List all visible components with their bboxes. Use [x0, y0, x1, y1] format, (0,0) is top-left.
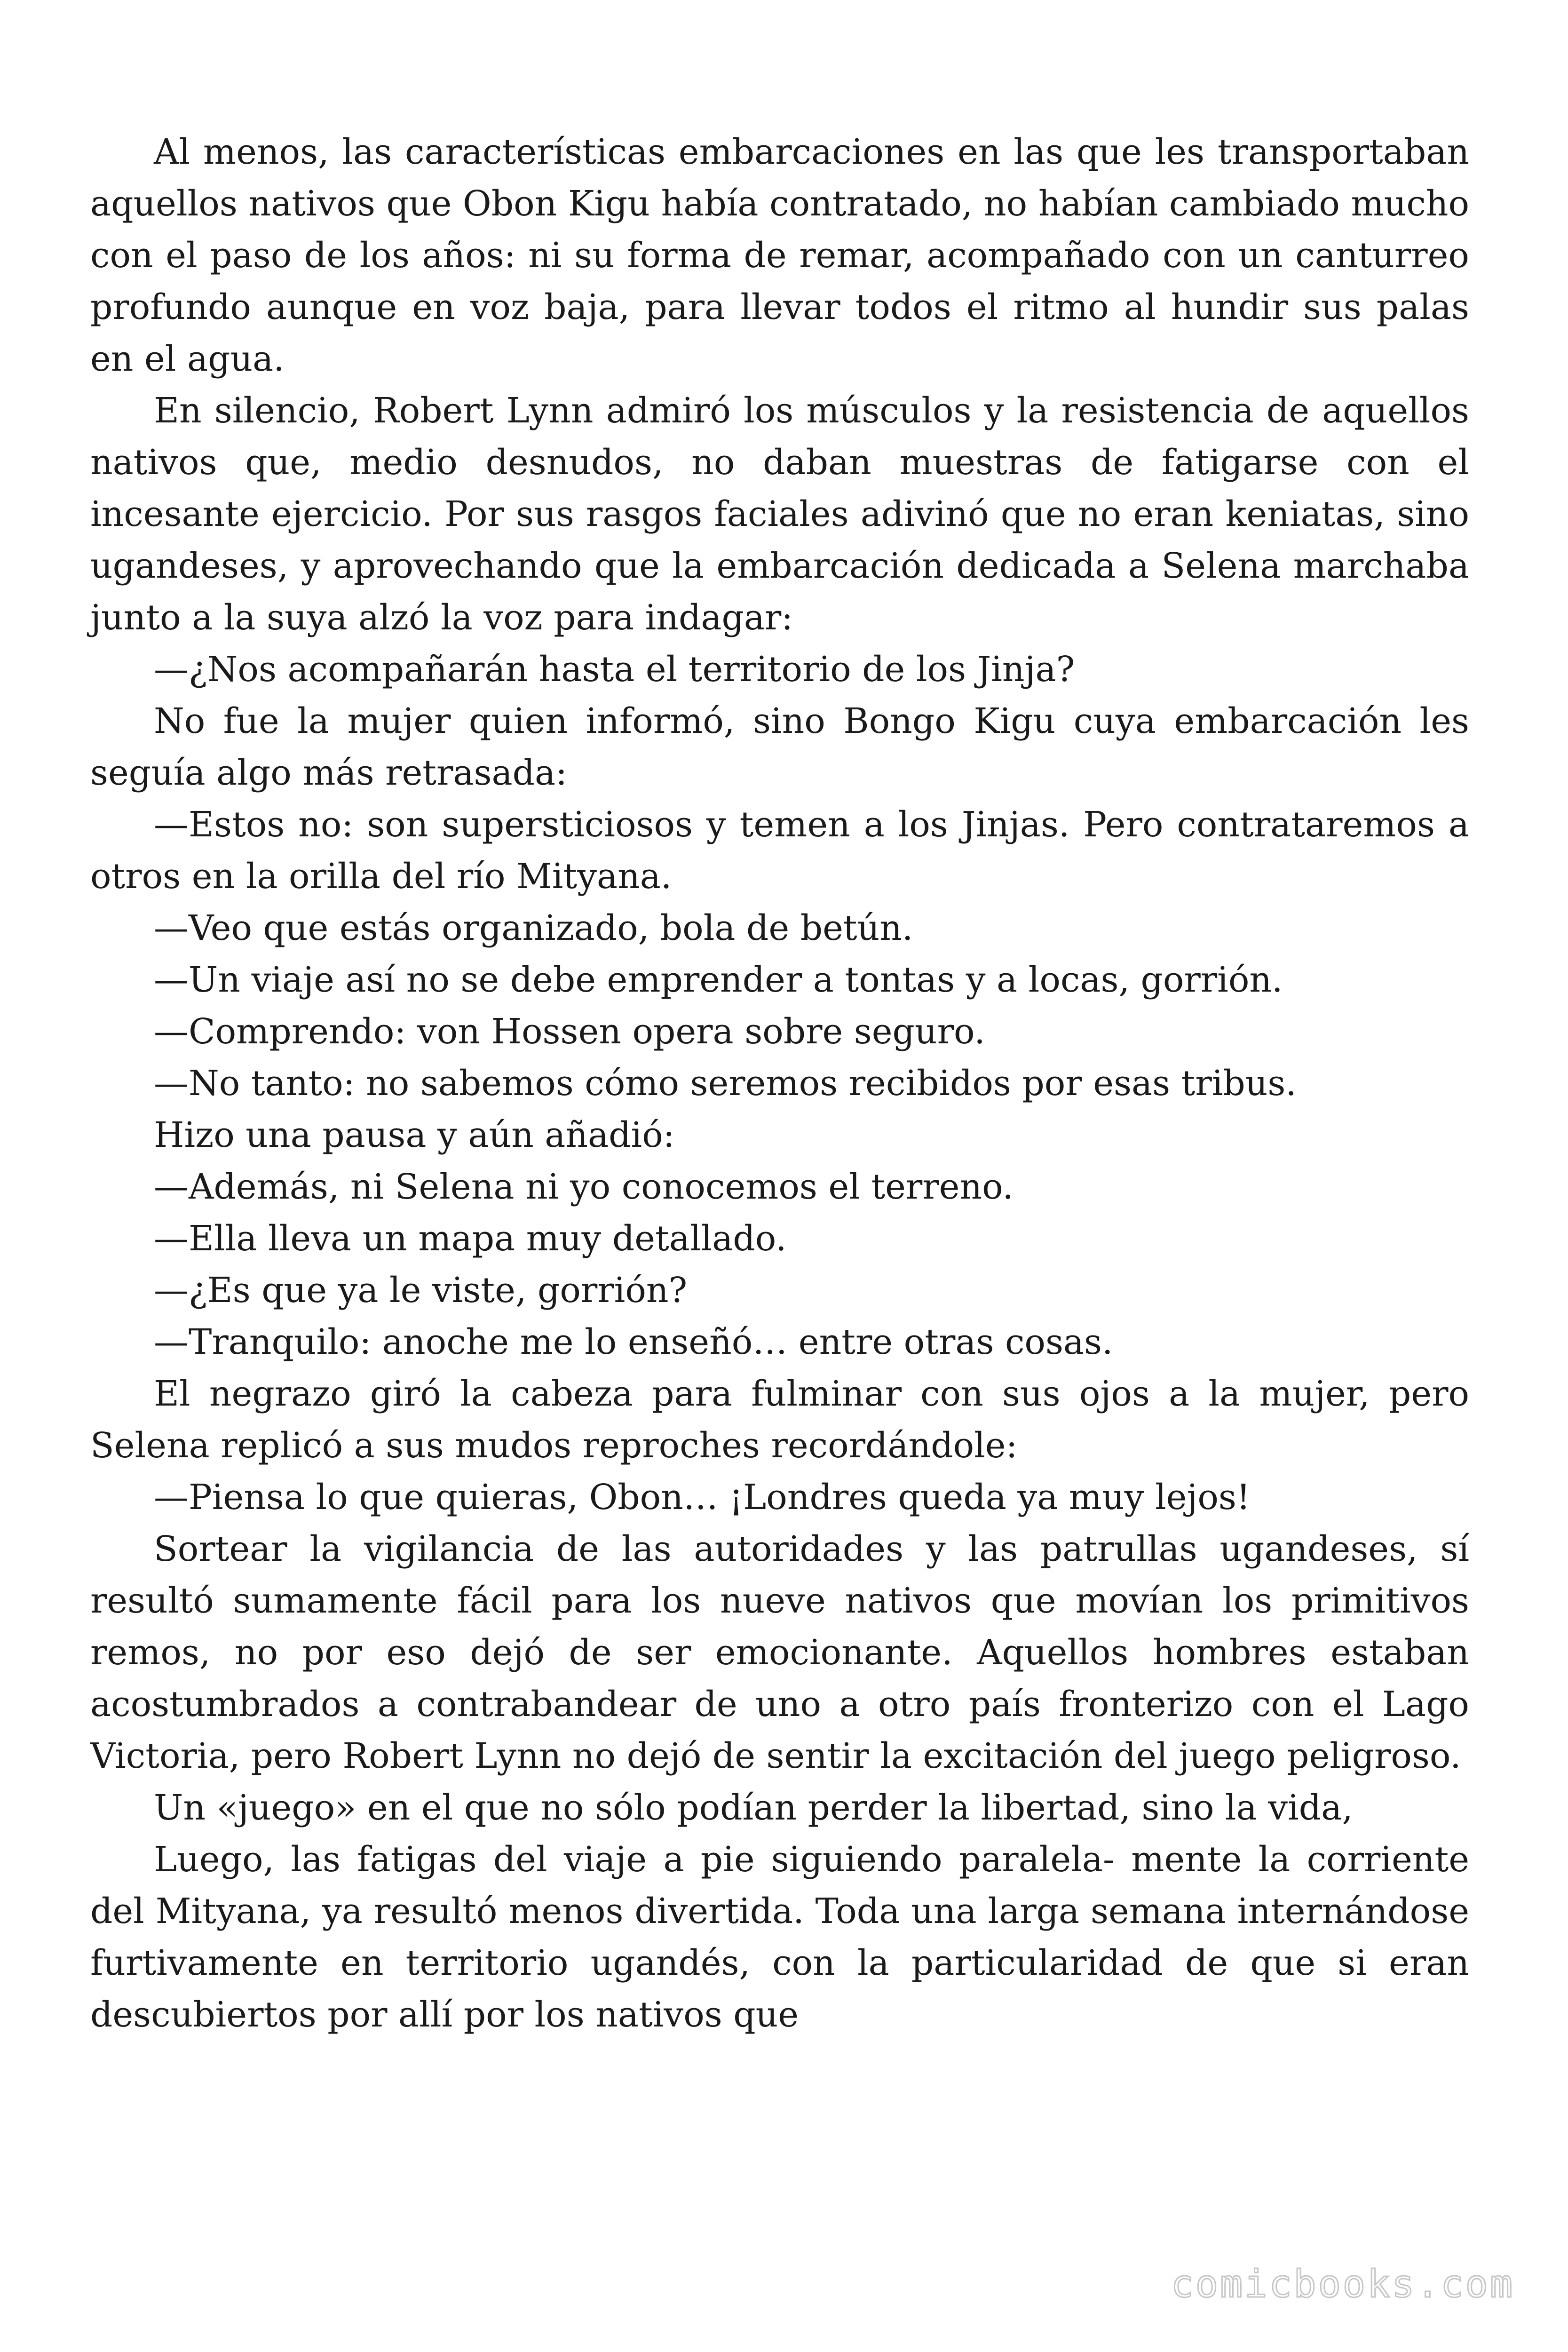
paragraph: Hizo una pausa y aún añadió:	[154, 1115, 675, 1155]
paragraph: —Además, ni Selena ni yo conocemos el terreno.	[154, 1167, 1014, 1207]
paragraph: Sortear la vigilancia de las autoridades y las patrullas ugandeses, sí resultó sumamente fácil para los nueve nativos que movían los primitivos remos, no por eso dejó de ser emocionante. Aquellos hombres estaban acostumbrados a contrabandear de uno a otro país fronterizo con el Lago Victoria, pero Robert Lynn no dejó de sentir la excitación del juego peligroso.	[90, 1529, 1469, 1776]
paragraph: —Comprendo: von Hossen opera sobre seguro.	[154, 1011, 985, 1052]
paragraph: —No tanto: no sabemos cómo seremos recibidos por esas tribus.	[154, 1063, 1297, 1104]
paragraph: Al menos, las características embarcaciones en las que les transportaban aquellos nativos que Obon Kigu había contratado, no habían cambiado mucho con el paso de los años: ni su forma de remar, acompañado con un canturreo profundo aunque en voz baja, para llevar todos el ritmo al hundir sus palas en el agua.	[90, 132, 1469, 379]
watermark: comicbooks.com	[1171, 2262, 1514, 2306]
paragraph: Un «juego» en el que no sólo podían perder la libertad, sino la vida,	[154, 1788, 1353, 1828]
page-text	[90, 126, 1469, 2041]
paragraph: —Un viaje así no se debe emprender a tontas y a locas, gorrión.	[154, 960, 1283, 1000]
paragraph: —Ella lleva un mapa muy detallado.	[154, 1218, 787, 1259]
paragraph: No fue la mujer quien informó, sino Bongo Kigu cuya embarcación les seguía algo más retrasada:	[90, 701, 1469, 793]
paragraph: Luego, las fatigas del viaje a pie siguiendo paralela- mente la corriente del Mityana, ya resultó menos divertida. Toda una larga semana internándose furtivamente en territorio ugandés, con la particularidad de que si eran descubiertos por allí por los nativos que	[90, 1839, 1469, 2035]
paragraph: —Estos no: son supersticiosos y temen a los Jinjas. Pero contrataremos a otros en la orilla del río Mityana.	[90, 804, 1469, 897]
paragraph: El negrazo giró la cabeza para fulminar con sus ojos a la mujer, pero Selena replicó a sus mudos reproches recordándole:	[90, 1374, 1469, 1466]
paragraph: —Tranquilo: anoche me lo enseñó… entre otras cosas.	[154, 1322, 1113, 1362]
paragraph: —¿Es que ya le viste, gorrión?	[154, 1270, 688, 1311]
paragraph: —Veo que estás organizado, bola de betún.	[154, 908, 913, 948]
paragraph: En silencio, Robert Lynn admiró los músculos y la resistencia de aquellos nativos que, medio desnudos, no daban muestras de fatigarse con el incesante ejercicio. Por sus rasgos faciales adivinó que no eran keniatas, sino ugandeses, y aprovechando que la embarcación dedicada a Selena marchaba junto a la suya alzó la voz para indagar:	[90, 390, 1469, 638]
paragraph: —Piensa lo que quieras, Obon… ¡Londres queda ya muy lejos!	[154, 1477, 1251, 1518]
paragraph: —¿Nos acompañarán hasta el territorio de los Jinja?	[154, 649, 1075, 690]
